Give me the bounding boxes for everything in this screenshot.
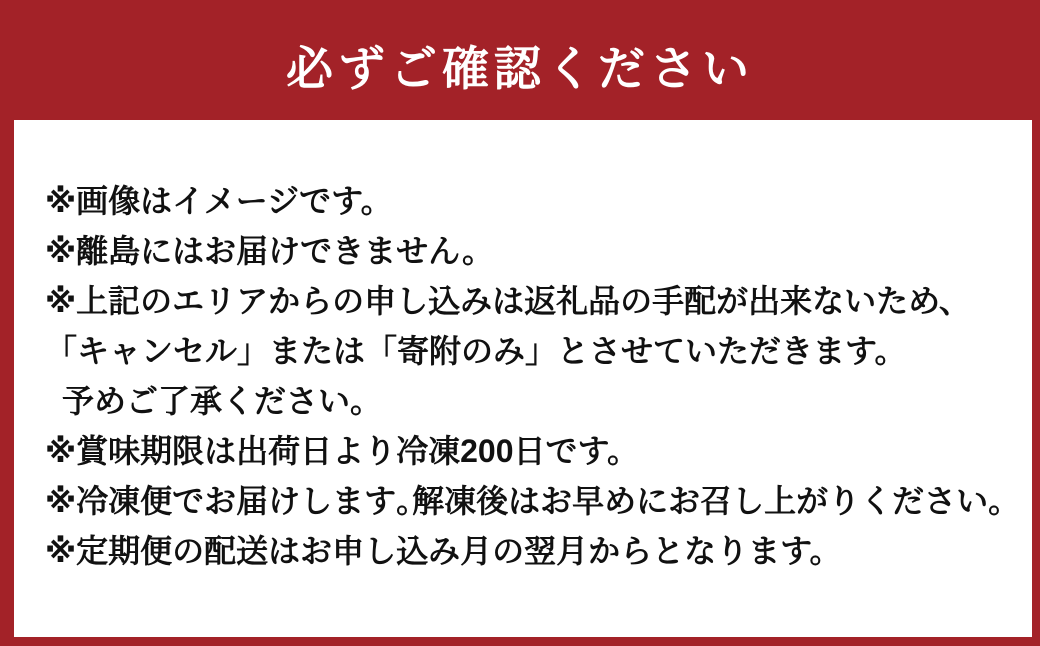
notice-line-remote-islands: ※離島にはお届けできません。 xyxy=(45,233,495,269)
notice-line-shelf-life: ※賞味期限は出荷日より冷凍200日です。 xyxy=(45,433,639,469)
notice-line-understanding: 予めご了承ください。 xyxy=(62,383,383,419)
page-title: 必ずご確認ください xyxy=(286,41,754,95)
notice-line-image-disclaimer: ※画像はイメージです。 xyxy=(45,183,393,219)
notice-panel xyxy=(14,120,1032,637)
notice-line-cancel-or-donation: 「キャンセル」または「寄附のみ」とさせていただきます。 xyxy=(45,333,907,369)
notice-line-frozen-delivery: ※冷凍便でお届けします｡解凍後はお早めにお召し上がりください。 xyxy=(45,483,1021,519)
notice-header xyxy=(0,0,1040,120)
notice-line-area-restriction: ※上記のエリアからの申し込みは返礼品の手配が出来ないため、 xyxy=(45,283,971,319)
notice-line-subscription-start: ※定期便の配送はお申し込み月の翌月からとなります。 xyxy=(45,533,842,569)
